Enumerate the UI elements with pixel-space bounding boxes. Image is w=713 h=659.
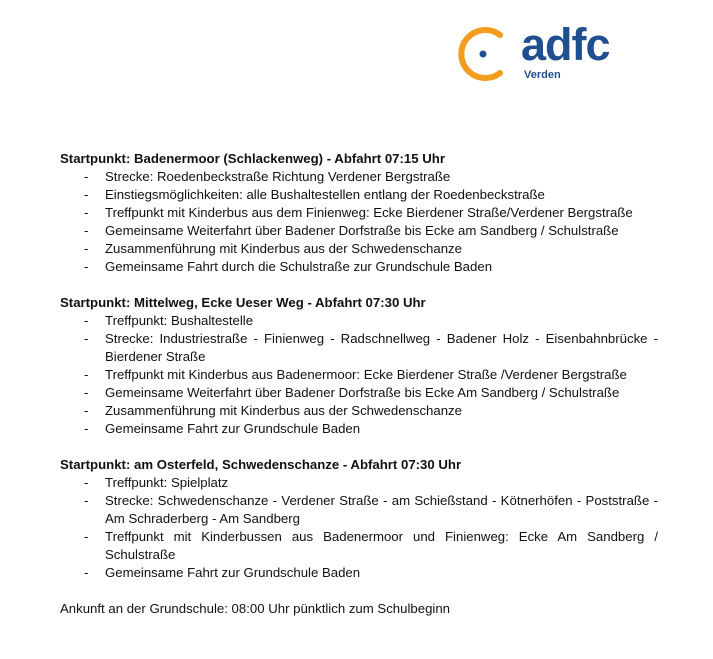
logo-name: adfc <box>521 19 610 70</box>
list-item: - Strecke: Roedenbeckstraße Richtung Verdener Bergstraße <box>84 169 451 184</box>
list-item: - Strecke: Schwedenschanze - Verdener Straße - am Schießstand - Kötnerhöfen - Poststraße - Am Schraderberg - Am Sandberg <box>84 493 658 526</box>
list-item: - Treffpunkt mit Kinderbussen aus Badenermoor und Finienweg: Ecke Am Sandberg / Schulstraße <box>84 529 658 562</box>
list-item: - Gemeinsame Weiterfahrt über Badener Dorfstraße bis Ecke Am Sandberg / Schulstraße <box>84 385 620 400</box>
route-list <box>60 168 658 276</box>
section-mittelweg <box>60 294 658 438</box>
section-heading: Startpunkt: Mittelweg, Ecke Ueser Weg - Abfahrt 07:30 Uhr <box>60 295 426 310</box>
section-heading: Startpunkt: am Osterfeld, Schwedenschanze - Abfahrt 07:30 Uhr <box>60 457 462 472</box>
document-body <box>60 150 658 618</box>
list-item: - Treffpunkt: Bushaltestelle <box>84 313 254 328</box>
list-item: - Gemeinsame Fahrt zur Grundschule Baden <box>84 421 361 436</box>
list-item: - Treffpunkt: Spielplatz <box>84 475 229 490</box>
route-list <box>60 312 658 438</box>
list-item: - Treffpunkt mit Kinderbus aus Badenermoor: Ecke Bierdener Straße /Verdener Bergstraße <box>84 367 627 382</box>
list-item: - Einstiegsmöglichkeiten: alle Bushaltestellen entlang der Roedenbeckstraße <box>84 187 545 202</box>
section-badenermoor <box>60 150 658 276</box>
list-item: - Zusammenführung mit Kinderbus aus der Schwedenschanze <box>84 403 462 418</box>
section-heading: Startpunkt: Badenermoor (Schlackenweg) - Abfahrt 07:15 Uhr <box>60 151 445 166</box>
list-item: - Gemeinsame Fahrt zur Grundschule Baden <box>84 565 361 580</box>
list-item: - Gemeinsame Weiterfahrt über Badener Dorfstraße bis Ecke am Sandberg / Schulstraße <box>84 223 619 238</box>
route-list <box>60 474 658 582</box>
list-item: - Strecke: Industriestraße - Finienweg - Radschnellweg - Badener Holz - Eisenbahnbrücke - Bierdener Straße <box>84 331 658 364</box>
list-item: - Zusammenführung mit Kinderbus aus der Schwedenschanze <box>84 241 462 256</box>
list-item: - Treffpunkt mit Kinderbus aus dem Finienweg: Ecke Bierdener Straße/Verdener Bergstraße <box>84 205 633 220</box>
logo-ring-icon <box>452 23 514 85</box>
section-osterfeld <box>60 456 658 582</box>
logo-subtitle: Verden <box>524 69 561 81</box>
adfc-logo <box>452 19 627 85</box>
list-item: - Gemeinsame Fahrt durch die Schulstraße zur Grundschule Baden <box>84 259 493 274</box>
arrival-note: Ankunft an der Grundschule: 08:00 Uhr pünktlich zum Schulbeginn <box>60 601 450 616</box>
